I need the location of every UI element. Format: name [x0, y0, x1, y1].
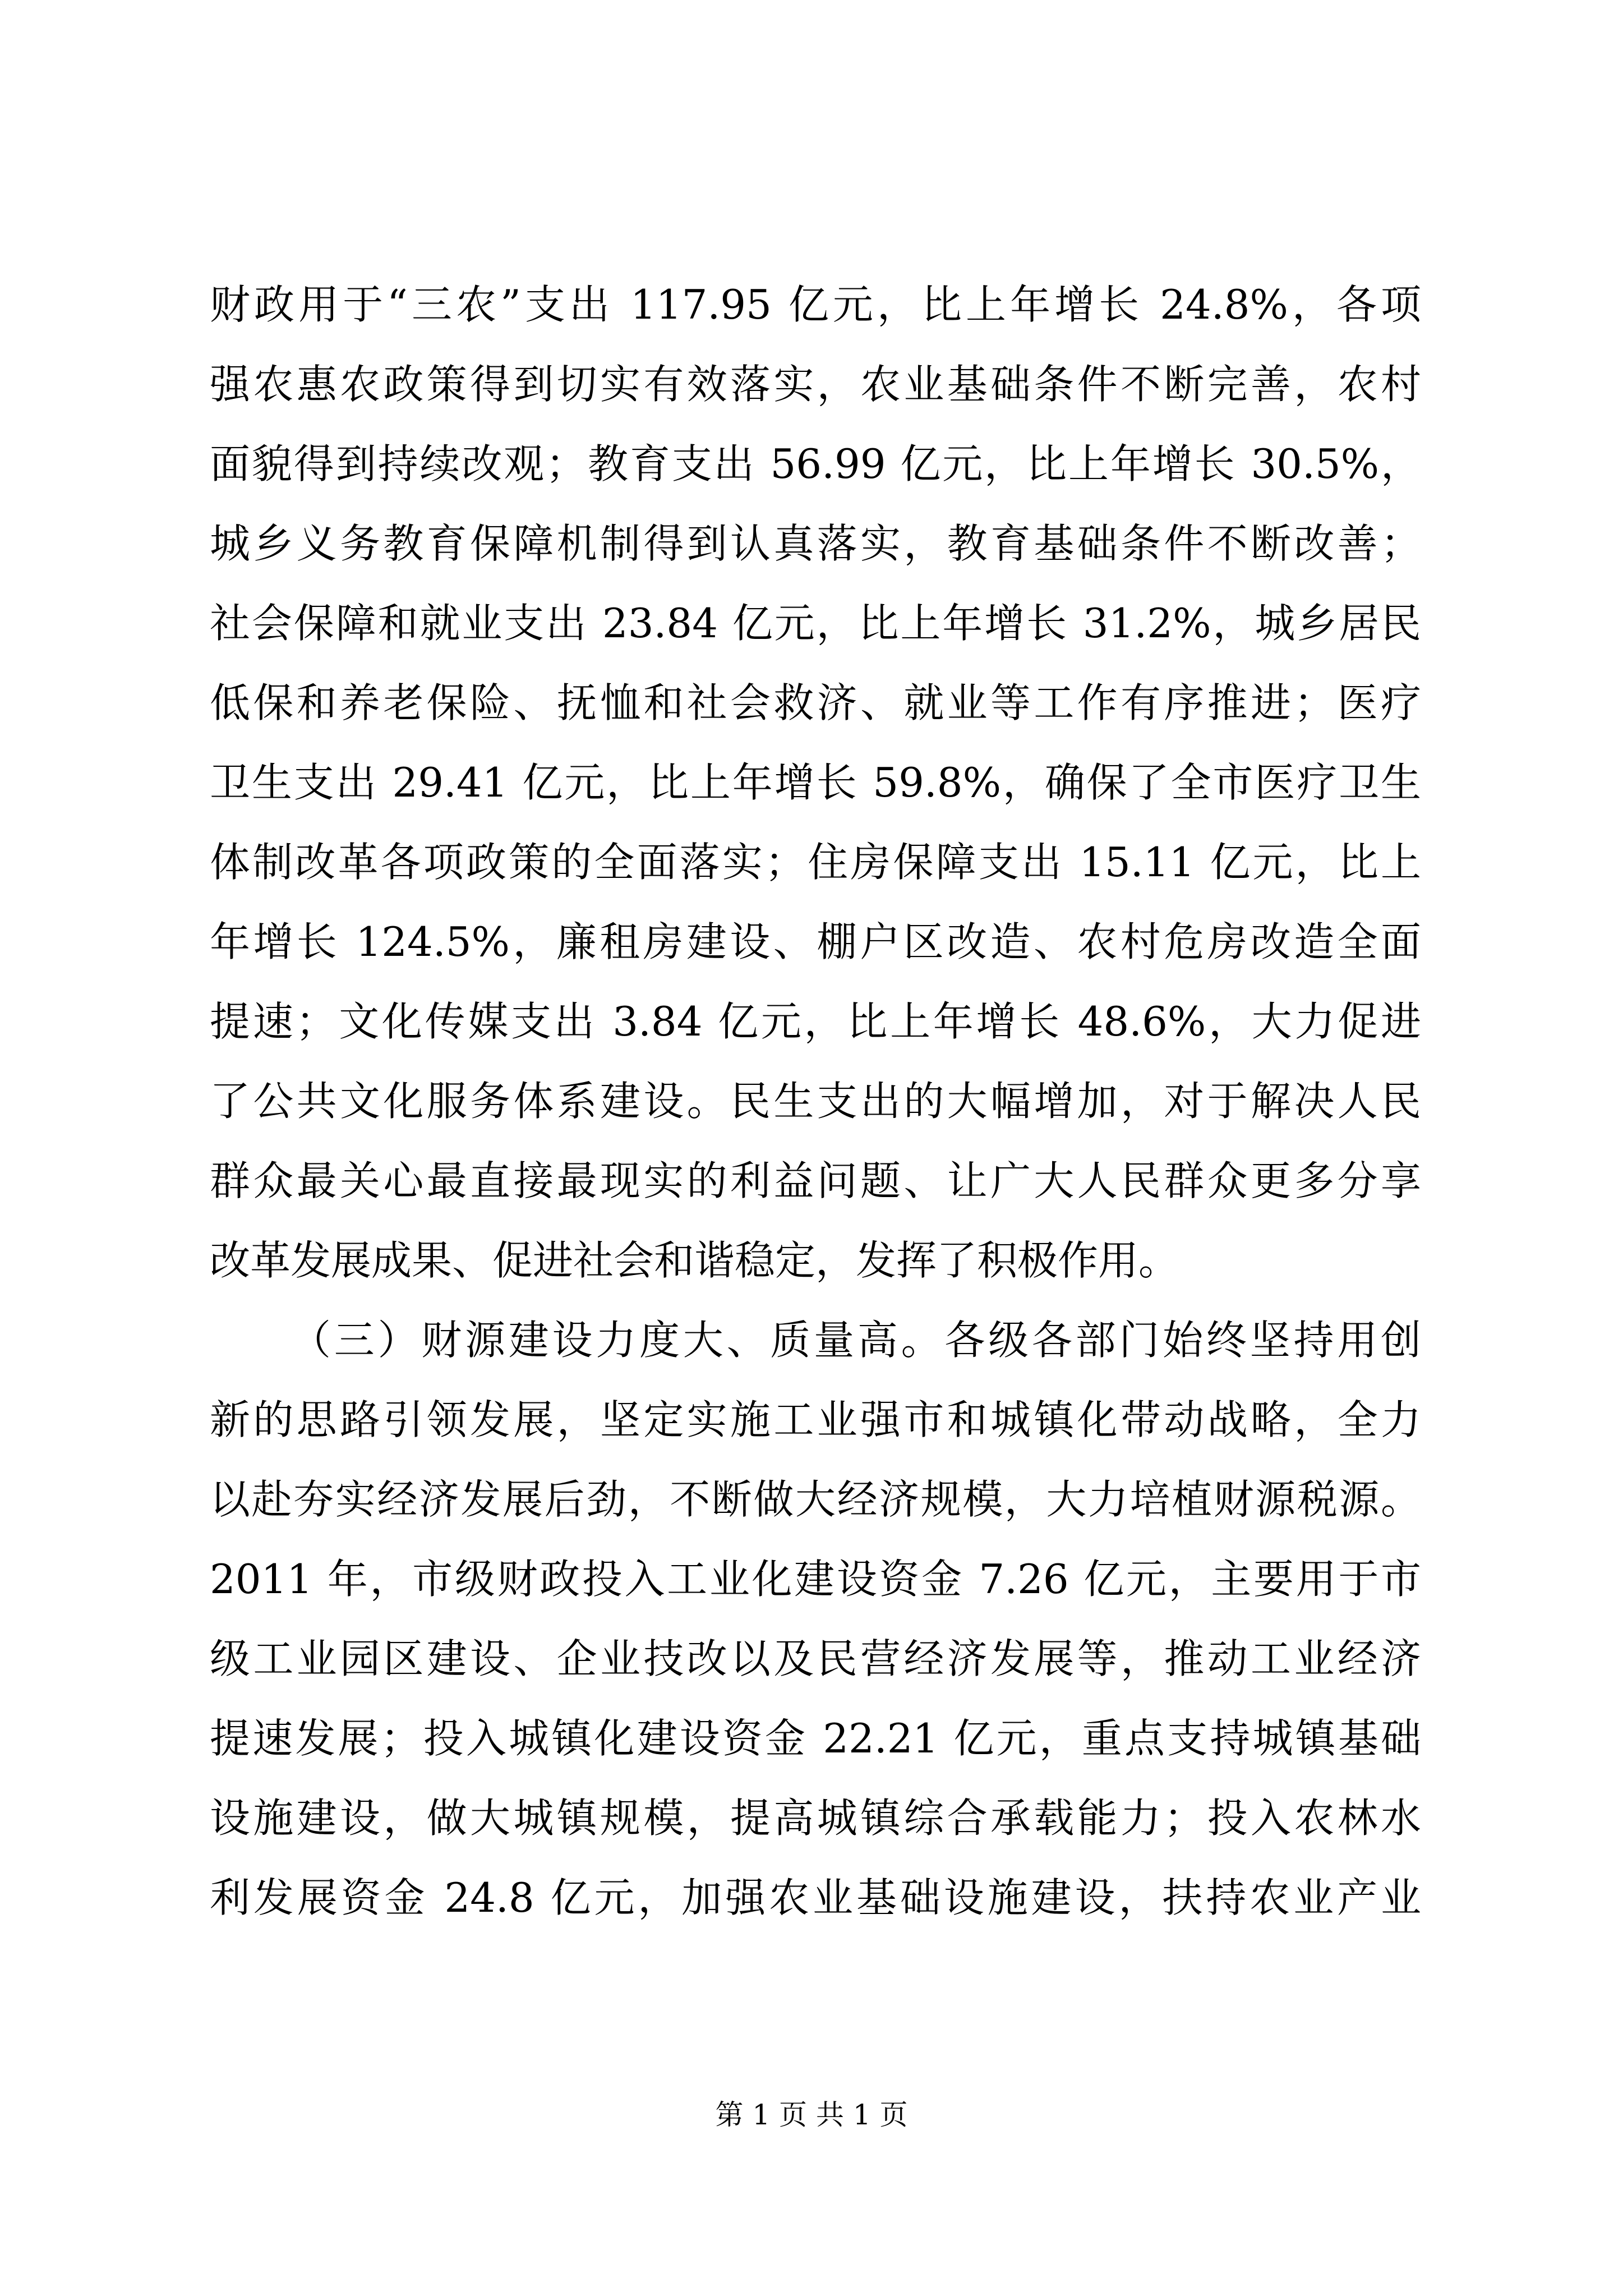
- text-line: 新的思路引领发展，坚定实施工业强市和城镇化带动战略，全力: [210, 1396, 1421, 1443]
- text-line: 了公共文化服务体系建设。民生支出的大幅增加，对于解决人民: [210, 1078, 1421, 1125]
- text-line: 卫生支出 29.41 亿元，比上年增长 59.8%，确保了全市医疗卫生: [210, 759, 1421, 806]
- text-line: 面貌得到持续改观；教育支出 56.99 亿元，比上年增长 30.5%，: [210, 440, 1421, 487]
- text-line: 提速；文化传媒支出 3.84 亿元，比上年增长 48.6%，大力促进: [210, 998, 1421, 1045]
- text-line: 社会保障和就业支出 23.84 亿元，比上年增长 31.2%，城乡居民: [210, 600, 1421, 647]
- text-line: 群众最关心最直接最现实的利益问题、让广大人民群众更多分享: [210, 1157, 1421, 1204]
- text-line: 强农惠农政策得到切实有效落实，农业基础条件不断完善，农村: [210, 361, 1421, 408]
- page-footer: [0, 2095, 1623, 2134]
- paragraph-first-line: （三）财源建设力度大、质量高。各级各部门始终坚持用创: [291, 1317, 1421, 1364]
- paragraph-last-line: 改革发展成果、促进社会和谐稳定，发挥了积极作用。: [210, 1237, 1179, 1284]
- text-line: 城乡义务教育保障机制得到认真落实，教育基础条件不断改善；: [210, 520, 1421, 567]
- text-line: 提速发展；投入城镇化建设资金 22.21 亿元，重点支持城镇基础: [210, 1715, 1421, 1762]
- text-line: 以赴夯实经济发展后劲，不断做大经济规模，大力培植财源税源。: [210, 1476, 1421, 1523]
- body-text: [210, 265, 1421, 1938]
- text-line: 财政用于“三农”支出 117.95 亿元，比上年增长 24.8%，各项: [210, 281, 1421, 328]
- text-line: 利发展资金 24.8 亿元，加强农业基础设施建设，扶持农业产业: [210, 1874, 1421, 1921]
- text-line: 体制改革各项政策的全面落实；住房保障支出 15.11 亿元，比上: [210, 839, 1421, 886]
- text-line: 设施建设，做大城镇规模，提高城镇综合承载能力；投入农林水: [210, 1795, 1421, 1842]
- text-line: 低保和养老保险、抚恤和社会救济、就业等工作有序推进；医疗: [210, 679, 1421, 726]
- text-line: 2011 年，市级财政投入工业化建设资金 7.26 亿元，主要用于市: [210, 1556, 1421, 1603]
- text-line: 年增长 124.5%，廉租房建设、棚户区改造、农村危房改造全面: [210, 918, 1421, 965]
- text-line: 级工业园区建设、企业技改以及民营经济发展等，推动工业经济: [210, 1635, 1421, 1682]
- page-number-label: 第 1 页 共 1 页: [715, 2099, 908, 2131]
